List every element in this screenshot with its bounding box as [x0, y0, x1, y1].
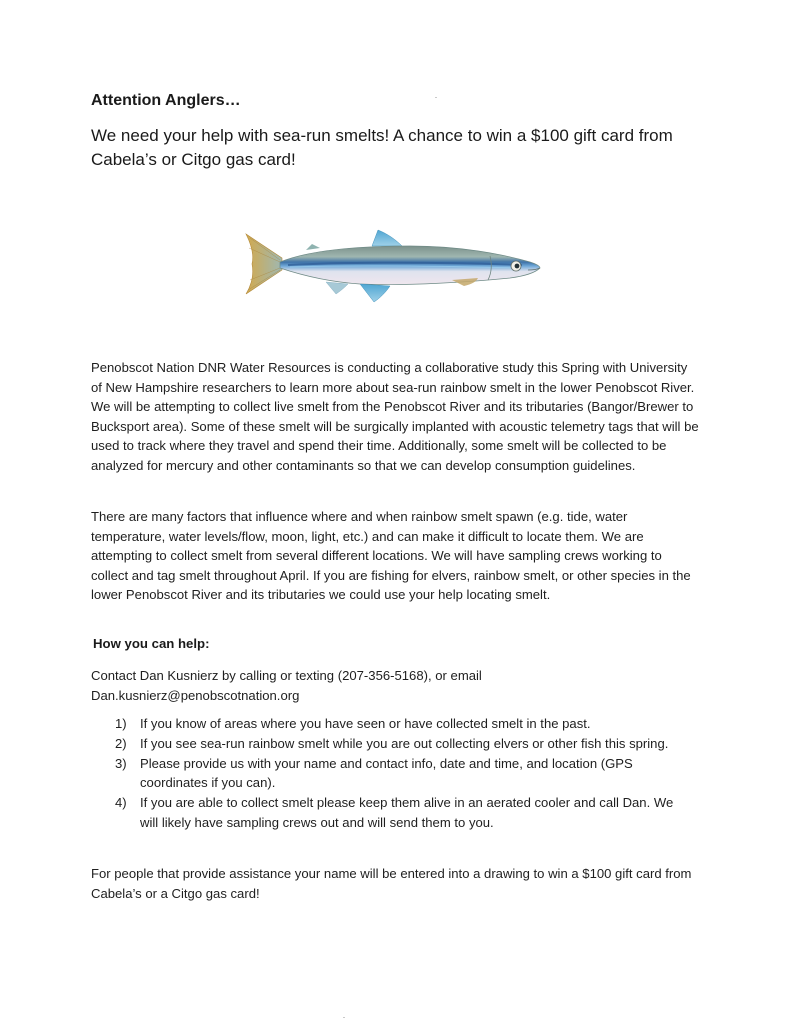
list-item-number: 3) [115, 755, 127, 771]
list-item-number: 1) [115, 716, 127, 731]
study-description-paragraph: Penobscot Nation DNR Water Resources is conducting a collaborative study this Spring with University of New Hampshire researchers to learn more about sea-run rainbow smelt in the lower Penobscot River. We will be attempting to collect live smelt from the Penobscot River and its tributaries (Bangor/Brewer to Bucksport area). Some of these smelt will be surgically implanted with acoustic telemetry tags that will be used to track where they travel and spend their time. Additionally, some smelt will be collected to be analyzed for mercury and other contaminants so that we can develop consumption guidelines. [91, 360, 699, 473]
prize-drawing-note: For people that provide assistance your name will be entered into a drawing to win a $100 gift card from Cabela’s or a Citgo gas card! [91, 866, 692, 901]
list-item [91, 754, 691, 794]
scan-speck [343, 1017, 345, 1018]
list-item-text: If you are able to collect smelt please keep them alive in an aerated cooler and call Dan. We will likely have sampling crews out and will send them to you. [140, 795, 674, 830]
contact-phone-line: Contact Dan Kusnierz by calling or texting (207-356-5168), or email [91, 668, 482, 683]
scan-speck [435, 97, 437, 98]
contact-email[interactable]: Dan.kusnierz@penobscotnation.org [91, 687, 300, 703]
list-item [91, 734, 691, 754]
page-subtitle: We need your help with sea-run smelts! A chance to win a $100 gift card from Cabela’s or Citgo gas card! [91, 126, 673, 169]
rainbow-smelt-fish-icon [240, 224, 546, 306]
list-item [91, 714, 691, 734]
page-title: Attention Anglers… [91, 92, 241, 109]
list-item-number: 4) [115, 795, 127, 811]
list-item-text: If you see sea-run rainbow smelt while you are out collecting elvers or other fish this spring. [140, 735, 669, 751]
how-you-can-help-heading: How you can help: [93, 636, 210, 651]
list-item-text: If you know of areas where you have seen or have collected smelt in the past. [140, 716, 591, 731]
list-item [91, 793, 691, 833]
help-steps-list [91, 714, 691, 833]
contact-info [91, 666, 701, 705]
list-item-number: 2) [115, 735, 127, 751]
list-item-text: Please provide us with your name and contact info, date and time, and location (GPS coordinates if you can). [140, 755, 633, 791]
spawning-factors-paragraph: There are many factors that influence where and when rainbow smelt spawn (e.g. tide, water temperature, water levels/flow, moon, light, etc.) and can make it difficult to locate them. We are attempting to collect smelt from several different locations. We will have sampling crews working to collect and tag smelt throughout April. If you are fishing for elvers, rainbow smelt, or other species in the lower Penobscot River and its tributaries we could use your help locating smelt. [91, 509, 691, 603]
